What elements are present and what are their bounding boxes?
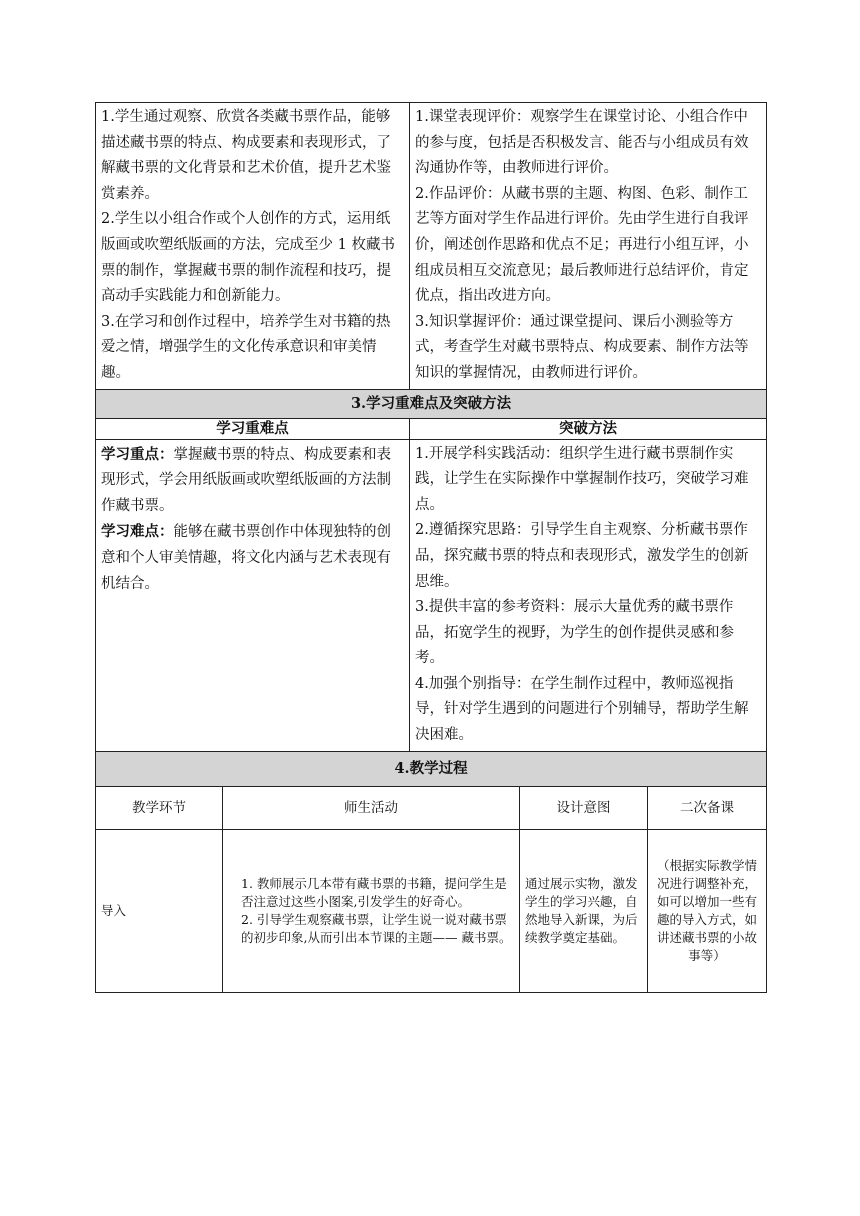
key-point-label: 学习重点： bbox=[101, 445, 174, 463]
evaluation-item: 2.作品评价：从藏书票的主题、构图、色彩、制作工艺等方面对学生作品进行评价。先由学生进行自我评价，阐述创作思路和优点不足；再进行小组互评，小组成员相互交流意见；最后教师进行总结评价，肯定优点，指出改进方向。 bbox=[415, 185, 749, 305]
learning-objectives-cell bbox=[96, 103, 410, 390]
objective-item: 2.学生以小组合作或个人创作的方式，运用纸版画或吹塑纸版画的方法，完成至少 1 枚藏书票的制作，掌握藏书票的制作流程和技巧，提高动手实践能力和创新能力。 bbox=[101, 211, 395, 305]
stage-cell: 导入 bbox=[96, 829, 223, 992]
objectives-evaluation-table bbox=[95, 102, 767, 390]
objectives-row bbox=[96, 103, 767, 390]
methods-cell bbox=[410, 439, 767, 751]
intent-cell: 通过展示实物，激发学生的学习兴趣，自然地导入新课，为后续教学奠定基础。 bbox=[520, 829, 648, 992]
key-difficulty-table bbox=[95, 389, 767, 752]
column-header-key-points: 学习重难点 bbox=[96, 418, 410, 439]
table-row bbox=[96, 829, 767, 992]
method-item: 1.开展学科实践活动：组织学生进行藏书票制作实践，让学生在实际操作中掌握制作技巧，突破学习难点。 bbox=[415, 445, 749, 513]
key-point-paragraph bbox=[101, 442, 404, 520]
evaluation-item: 3.知识掌握评价：通过课堂提问、课后小测验等方式，考查学生对藏书票特点、构成要素、制作方法等知识的掌握情况，由教师进行评价。 bbox=[415, 313, 749, 381]
method-item: 4.加强个别指导：在学生制作过程中，教师巡视指导，针对学生遇到的问题进行个别辅导，帮助学生解决困难。 bbox=[415, 675, 749, 744]
section3-header-row bbox=[96, 389, 767, 418]
section4-column-headers bbox=[96, 786, 767, 829]
evaluation-cell bbox=[410, 103, 767, 390]
section4-header-row bbox=[96, 751, 767, 786]
lesson-plan-sheet bbox=[95, 102, 766, 993]
difficulty-text: 能够在藏书票创作中体现独特的创意和个人审美情趣，将文化内涵与艺术表现有机结合。 bbox=[101, 524, 391, 592]
method-item: 2.遵循探究思路：引导学生自主观察、分析藏书票作品，探究藏书票的特点和表现形式，激发学生的创新思维。 bbox=[415, 522, 749, 590]
key-points-cell bbox=[96, 439, 410, 751]
column-header-intent: 设计意图 bbox=[520, 786, 648, 829]
objective-item: 1.学生通过观察、欣赏各类藏书票作品，能够描述藏书票的特点、构成要素和表现形式，了解藏书票的文化背景和艺术价值，提升艺术鉴赏素养。 bbox=[101, 109, 391, 202]
difficulty-label: 学习难点： bbox=[101, 523, 174, 541]
method-item: 3.提供丰富的参考资料：展示大量优秀的藏书票作品，拓宽学生的视野，为学生的创作提供灵感和参考。 bbox=[415, 599, 734, 667]
activity-item: 2. 引导学生观察藏书票，让学生说一说对藏书票的初步印象,从而引出本节课的主题—— 藏书票。 bbox=[241, 911, 512, 945]
objective-item: 3.在学习和创作过程中，培养学生对书籍的热爱之情，增强学生的文化传承意识和审美情趣。 bbox=[101, 313, 391, 381]
section4-title: 4.教学过程 bbox=[96, 751, 767, 786]
column-header-stage: 教学环节 bbox=[96, 786, 223, 829]
activity-item: 1. 教师展示几本带有藏书票的书籍，提问学生是否注意过这些小图案,引发学生的好奇心。 bbox=[241, 875, 507, 909]
difficulty-paragraph bbox=[101, 519, 404, 597]
activities-cell bbox=[223, 829, 520, 992]
teaching-process-table bbox=[95, 751, 767, 993]
section3-title: 3.学习重难点及突破方法 bbox=[96, 389, 767, 418]
section3-column-headers bbox=[96, 418, 767, 439]
section3-content-row bbox=[96, 439, 767, 751]
column-header-activities: 师生活动 bbox=[223, 786, 520, 829]
column-header-methods: 突破方法 bbox=[410, 418, 767, 439]
column-header-notes: 二次备课 bbox=[648, 786, 767, 829]
key-point-text: 掌握藏书票的特点、构成要素和表现形式，学会用纸版画或吹塑纸版画的方法制作藏书票。 bbox=[101, 446, 391, 514]
evaluation-item: 1.课堂表现评价：观察学生在课堂讨论、小组合作中的参与度，包括是否积极发言、能否与小组成员有效沟通协作等，由教师进行评价。 bbox=[415, 109, 749, 177]
notes-cell: （根据实际教学情况进行调整补充，如可以增加一些有趣的导入方式，如讲述藏书票的小故事等） bbox=[648, 829, 767, 992]
